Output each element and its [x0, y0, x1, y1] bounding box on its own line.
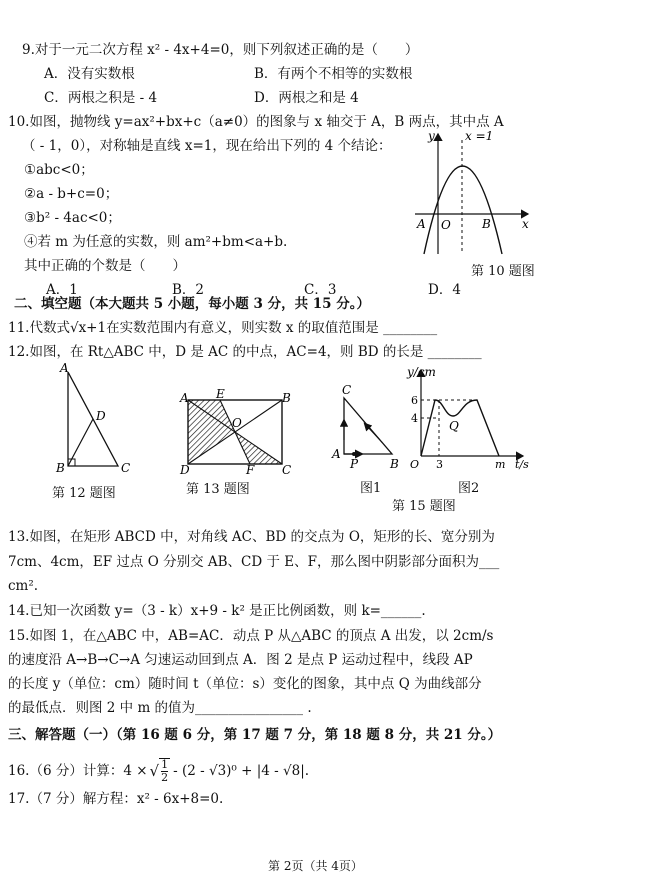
q9-option-d: D．两根之和是 4	[254, 90, 359, 106]
point-p	[352, 452, 356, 456]
q10-option-a: A．1	[46, 282, 78, 298]
label-b: B	[282, 391, 291, 405]
x-axis-label: t/s	[515, 458, 529, 471]
q15-figure-1	[330, 378, 410, 472]
q17-text: 17.（7 分）解方程：x² - 6x+8=0.	[8, 791, 224, 807]
point-b-label: B	[482, 217, 491, 231]
section-2-title: 二、填空题（本大题共 5 小题，每小题 3 分，共 15 分。）	[14, 296, 371, 312]
fraction-denominator: 2	[161, 771, 169, 784]
page-footer: 第 2页（共 4页）	[268, 859, 363, 873]
label-a: A	[60, 361, 69, 375]
q15-line2: 的速度沿 A→B→C→A 匀速运动回到点 A．图 2 是点 P 运动过程中，线段 AP	[8, 652, 473, 668]
q15-line1: 15.如图 1，在△ABC 中，AB=AC．动点 P 从△ABC 的顶点 A 出发，以 2cm/s	[8, 628, 494, 644]
q10-conclusion-4: ④若 m 为任意的实数，则 am²+bm<a+b.	[24, 234, 288, 250]
label-o: O	[232, 416, 242, 430]
label-a: A	[180, 391, 189, 405]
q9-stem: 9.对于一元二次方程 x² - 4x+4=0，则下列叙述正确的是（ ）	[22, 42, 419, 58]
q15-line4: 的最低点．则图 2 中 m 的值为________________ .	[8, 700, 312, 716]
fraction-numerator: 1	[161, 758, 169, 771]
q10-option-b: B．2	[172, 282, 205, 298]
q10-figure-label: 第 10 题图	[471, 264, 535, 279]
q10-option-d: D．4	[428, 282, 461, 298]
q15-figure-2	[405, 364, 535, 476]
label-b: B	[56, 461, 65, 475]
q10-stem-line2: （ - 1，0），对称轴是直线 x=1，现在给出下列的 4 个结论：	[22, 138, 392, 154]
q9-option-a: A．没有实数根	[44, 66, 135, 82]
q12-triangle-figure	[56, 362, 136, 477]
tick-m: m	[495, 458, 506, 471]
q15-line3: 的长度 y（单位：cm）随时间 t（单位：s）变化的图象，其中点 Q 为曲线部分	[8, 676, 482, 692]
q12-figure-label: 第 12 题图	[52, 486, 116, 501]
sqrt-fraction	[159, 758, 170, 784]
triangle-abc	[344, 398, 392, 454]
label-b: B	[390, 457, 399, 471]
q10-ask: 其中正确的个数是（ ）	[24, 258, 186, 274]
motion-arrow-hypotenuse	[366, 425, 380, 440]
q16-rest: - (2 - √3)⁰ + |4 - √8|.	[173, 763, 310, 779]
section-3-title: 三、解答题（一）（第 16 题 6 分，第 17 题 7 分，第 18 题 8 分，共 21 分。）	[8, 727, 502, 743]
q10-conclusion-3: ③b² - 4ac<0；	[24, 210, 121, 226]
q9-option-c: C．两根之积是 - 4	[44, 90, 158, 106]
q9-option-b: B．有两个不相等的实数根	[254, 66, 413, 82]
label-f: F	[246, 463, 255, 477]
label-p: P	[350, 457, 359, 471]
q13-line1: 13.如图，在矩形 ABCD 中，对角线 AC、BD 的交点为 O，矩形的长、宽分别为	[8, 529, 495, 545]
label-a: A	[332, 447, 341, 461]
x-label: x	[522, 217, 529, 231]
q15-figure-2-label: 图2	[458, 481, 480, 496]
symmetry-label: x =1	[465, 129, 494, 143]
y-label: y	[428, 129, 435, 143]
parabola-curve	[424, 166, 502, 254]
q16-line	[8, 757, 309, 785]
q16-prefix: 16.（6 分）计算：4 ×	[8, 763, 148, 779]
q14-text: 14.已知一次函数 y=（3 - k）x+9 - k² 是正比例函数，则 k=______.	[8, 603, 426, 619]
q13-figure-label: 第 13 题图	[186, 482, 250, 497]
point-q-label: Q	[449, 419, 459, 433]
label-c: C	[342, 383, 352, 397]
label-e: E	[216, 387, 225, 401]
q10-conclusion-1: ①abc<0；	[24, 162, 94, 178]
label-c: C	[121, 461, 131, 475]
tick-4: 4	[411, 412, 418, 425]
q10-conclusion-2: ②a - b+c=0；	[24, 186, 119, 202]
tick-6: 6	[411, 394, 418, 407]
q13-rectangle-figure	[180, 387, 292, 477]
label-d: D	[96, 409, 106, 423]
origin-label: O	[441, 218, 451, 232]
q10-parabola-figure	[410, 128, 535, 258]
y-axis-label: y/cm	[407, 365, 436, 379]
q15-figure-label: 第 15 题图	[392, 499, 456, 514]
q12-text: 12.如图，在 Rt△ABC 中，D 是 AC 的中点，AC=4，则 BD 的长是 ________	[8, 344, 482, 360]
curve	[421, 400, 499, 456]
q13-line3: cm².	[8, 578, 39, 594]
q10-stem-line1: 10.如图，抛物线 y=ax²+bx+c（a≠0）的图象与 x 轴交于 A，B 两点，其中点 A	[8, 114, 504, 130]
point-a-label: A	[417, 217, 426, 231]
label-d: D	[180, 463, 190, 477]
q11-text: 11.代数式√x+1在实数范围内有意义，则实数 x 的取值范围是 ________	[8, 320, 438, 336]
q13-line2: 7cm、4cm，EF 过点 O 分别交 AB、CD 于 E、F，那么图中阴影部分面积为___	[8, 554, 500, 570]
label-c: C	[282, 463, 292, 477]
sqrt-sign: √	[149, 762, 160, 780]
origin-label: O	[410, 458, 420, 471]
q10-option-c: C．3	[304, 282, 337, 298]
tick-3: 3	[436, 458, 443, 471]
q15-figure-1-label: 图1	[360, 481, 382, 496]
